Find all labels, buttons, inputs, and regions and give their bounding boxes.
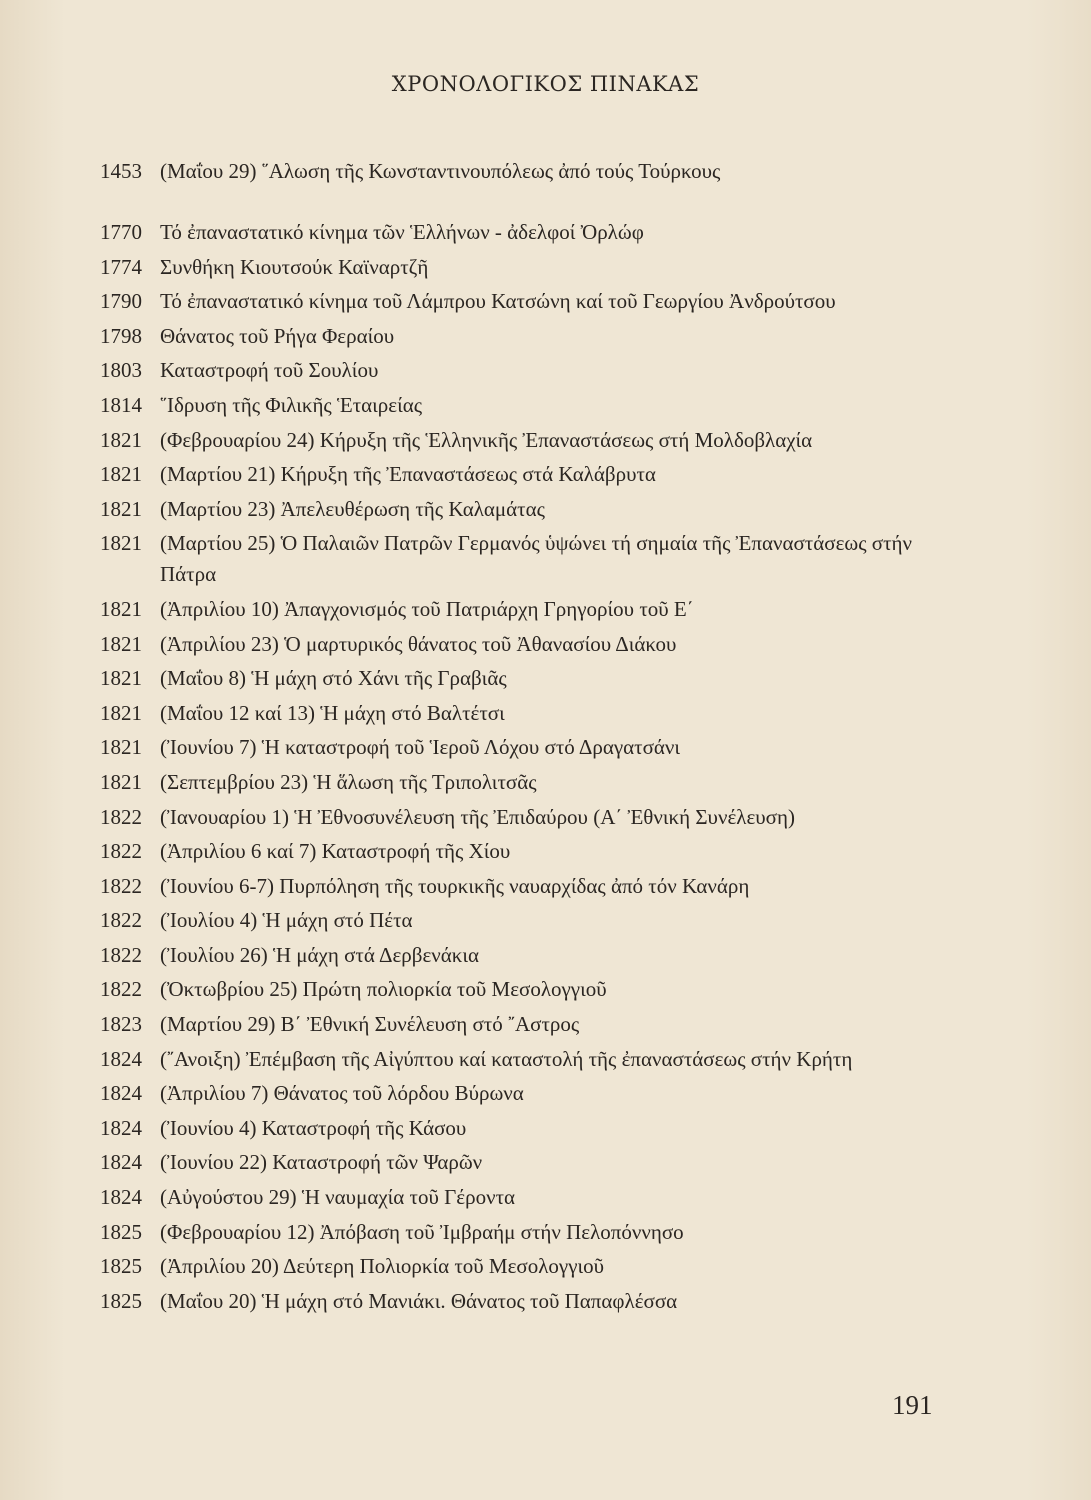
chronology-entry	[100, 1147, 970, 1178]
entry-year: 1798	[100, 323, 142, 348]
chronology-entry	[100, 802, 970, 833]
chronology-entry	[100, 732, 970, 763]
chronology-entry	[100, 698, 970, 729]
entry-year: 1823	[100, 1012, 142, 1037]
entry-text: ῞Ιδρυση τῆς Φιλικῆς Ἑταιρείας	[160, 392, 423, 417]
entry-year: 1824	[100, 1081, 142, 1106]
entry-year: 1803	[100, 358, 142, 383]
chronology-entry	[100, 459, 970, 490]
entry-text: (Ἰουλίου 26) Ἡ μάχη στά Δερβενάκια	[160, 942, 479, 967]
entry-year: 1825	[100, 1288, 142, 1313]
chronology-entry	[100, 871, 970, 902]
chronology-entry	[100, 425, 970, 456]
entry-text: (Ἰουνίου 4) Καταστροφή τῆς Κάσου	[160, 1115, 467, 1140]
chronology-entry	[100, 1009, 970, 1040]
entry-year: 1825	[100, 1254, 142, 1279]
entry-text: (Μαρτίου 25) Ὁ Παλαιῶν Πατρῶν Γερμανός ὑψώνει τή σημαία τῆς Ἐπαναστάσεως στήν Πάτρα	[160, 531, 913, 587]
chronology-entry	[100, 1182, 970, 1213]
entry-text: (Ἀπριλίου 7) Θάνατος τοῦ λόρδου Βύρωνα	[160, 1081, 524, 1106]
chronology-entry	[100, 836, 970, 867]
entry-text: (Ἰουλίου 4) Ἡ μάχη στό Πέτα	[160, 908, 413, 933]
entry-text: Συνθήκη Κιουτσούκ Καϊναρτζῆ	[160, 254, 429, 279]
chronology-entry	[100, 252, 970, 283]
entry-year: 1822	[100, 908, 142, 933]
entry-year: 1824	[100, 1150, 142, 1175]
entry-year: 1824	[100, 1185, 142, 1210]
entry-year: 1825	[100, 1219, 142, 1244]
entry-year: 1824	[100, 1115, 142, 1140]
entry-text: (Μαρτίου 21) Κήρυξη τῆς Ἐπαναστάσεως στά Καλάβρυτα	[160, 462, 656, 487]
entry-year: 1821	[100, 666, 142, 691]
entry-year: 1821	[100, 427, 142, 452]
chronology-entry	[100, 156, 970, 187]
entry-text: (Ἀπριλίου 23) Ὁ μαρτυρικός θάνατος τοῦ Ἀθανασίου Διάκου	[160, 631, 677, 656]
entry-year: 1770	[100, 220, 142, 244]
chronology-entry	[100, 217, 970, 248]
entry-text: (Ὀκτωβρίου 25) Πρώτη πολιορκία τοῦ Μεσολογγιοῦ	[160, 977, 607, 1002]
chronology-entry	[100, 629, 970, 660]
entry-year: 1821	[100, 462, 142, 487]
page-title: ΧΡΟΝΟΛΟΓΙΚΟΣ ΠΙΝΑΚΑΣ	[391, 72, 700, 96]
entry-text: (Ἀπριλίου 6 καί 7) Καταστροφή τῆς Χίου	[160, 839, 511, 864]
chronology-entry	[100, 1078, 970, 1109]
page-number: 191	[892, 1390, 933, 1420]
entry-year: 1821	[100, 700, 142, 725]
entry-year: 1822	[100, 804, 142, 829]
entry-year: 1822	[100, 942, 142, 967]
entry-text: (Ἰουνίου 22) Καταστροφή τῶν Ψαρῶν	[160, 1150, 483, 1175]
entry-text: Καταστροφή τοῦ Σουλίου	[160, 358, 379, 383]
entry-text: (Ἰανουαρίου 1) Ἡ Ἐθνοσυνέλευση τῆς Ἐπιδαύρου (Α΄ Ἐθνική Συνέλευση)	[160, 804, 795, 829]
entry-text: (Ἀπριλίου 20) Δεύτερη Πολιορκία τοῦ Μεσολογγιοῦ	[160, 1254, 605, 1279]
chronology-entry	[100, 1251, 970, 1282]
chronology-entry	[100, 528, 970, 590]
entry-text: (Μαρτίου 29) Β΄ Ἐθνική Συνέλευση στό ῎Αστρος	[160, 1012, 580, 1037]
entry-year: 1824	[100, 1046, 142, 1071]
entry-year: 1821	[100, 769, 142, 794]
chronology-entry	[100, 594, 970, 625]
chronology-entry	[100, 355, 970, 386]
chronology-entry	[100, 905, 970, 936]
chronology-entry	[100, 494, 970, 525]
entry-year: 1821	[100, 596, 142, 621]
chronology-entry	[100, 940, 970, 971]
chronology-entry	[100, 286, 970, 317]
entry-text: (῎Ανοιξη) Ἐπέμβαση τῆς Αἰγύπτου καί καταστολή τῆς ἐπαναστάσεως στήν Κρήτη	[160, 1046, 853, 1071]
entry-text: (Φεβρουαρίου 12) Ἀπόβαση τοῦ Ἰμβραήμ στήν Πελοπόννησο	[160, 1219, 684, 1244]
entry-year: 1774	[100, 254, 142, 279]
entry-text: Θάνατος τοῦ Ρήγα Φεραίου	[160, 323, 395, 348]
chronology-entry	[100, 1286, 970, 1317]
chronology-entry	[100, 1217, 970, 1248]
entry-year: 1453	[100, 159, 142, 183]
chronology-entry	[100, 663, 970, 694]
entry-text: (Μαΐου 29) ῞Αλωση τῆς Κωνσταντινουπόλεως ἀπό τούς Τούρκους	[160, 159, 721, 183]
entry-year: 1821	[100, 531, 142, 556]
chronology-entry	[100, 1044, 970, 1075]
entry-text: (Ἰουνίου 7) Ἡ καταστροφή τοῦ Ἱεροῦ Λόχου στό Δραγατσάνι	[160, 735, 681, 760]
entry-text: (Ἀπριλίου 10) Ἀπαγχονισμός τοῦ Πατριάρχη Γρηγορίου τοῦ Ε΄	[160, 596, 694, 621]
entry-year: 1822	[100, 839, 142, 864]
entry-year: 1822	[100, 977, 142, 1002]
entry-text: (Φεβρουαρίου 24) Κήρυξη τῆς Ἑλληνικῆς Ἐπαναστάσεως στή Μολδοβλαχία	[160, 427, 813, 452]
chronology-entry	[100, 390, 970, 421]
entry-year: 1821	[100, 496, 142, 521]
entry-text: (Σεπτεμβρίου 23) Ἡ ἅλωση τῆς Τριπολιτσᾶς	[160, 769, 537, 794]
entry-year: 1821	[100, 735, 142, 760]
entry-text: (Μαΐου 12 καί 13) Ἡ μάχη στό Βαλτέτσι	[160, 700, 505, 725]
entry-text: Τό ἐπαναστατικό κίνημα τῶν Ἑλλήνων - ἀδελφοί Ὀρλώφ	[160, 220, 644, 244]
entry-text: (Ἰουνίου 6-7) Πυρπόληση τῆς τουρκικῆς ναυαρχίδας ἀπό τόν Κανάρη	[160, 873, 750, 898]
entry-text: Τό ἐπαναστατικό κίνημα τοῦ Λάμπρου Κατσώνη καί τοῦ Γεωργίου Ἀνδρούτσου	[160, 289, 836, 314]
entry-text: (Αὐγούστου 29) Ἡ ναυμαχία τοῦ Γέροντα	[160, 1185, 516, 1210]
entry-text: (Μαρτίου 23) Ἀπελευθέρωση τῆς Καλαμάτας	[160, 496, 545, 521]
entry-text: (Μαΐου 20) Ἡ μάχη στό Μανιάκι. Θάνατος τοῦ Παπαφλέσσα	[160, 1288, 678, 1313]
entry-year: 1790	[100, 289, 142, 314]
entry-text: (Μαΐου 8) Ἡ μάχη στό Χάνι τῆς Γραβιᾶς	[160, 666, 507, 691]
entry-year: 1814	[100, 392, 142, 417]
chronology-entry	[100, 1113, 970, 1144]
entry-year: 1821	[100, 631, 142, 656]
chronology-entry	[100, 974, 970, 1005]
chronology-entry	[100, 321, 970, 352]
chronology-list	[100, 156, 970, 1320]
chronology-entry	[100, 767, 970, 798]
entry-year: 1822	[100, 873, 142, 898]
